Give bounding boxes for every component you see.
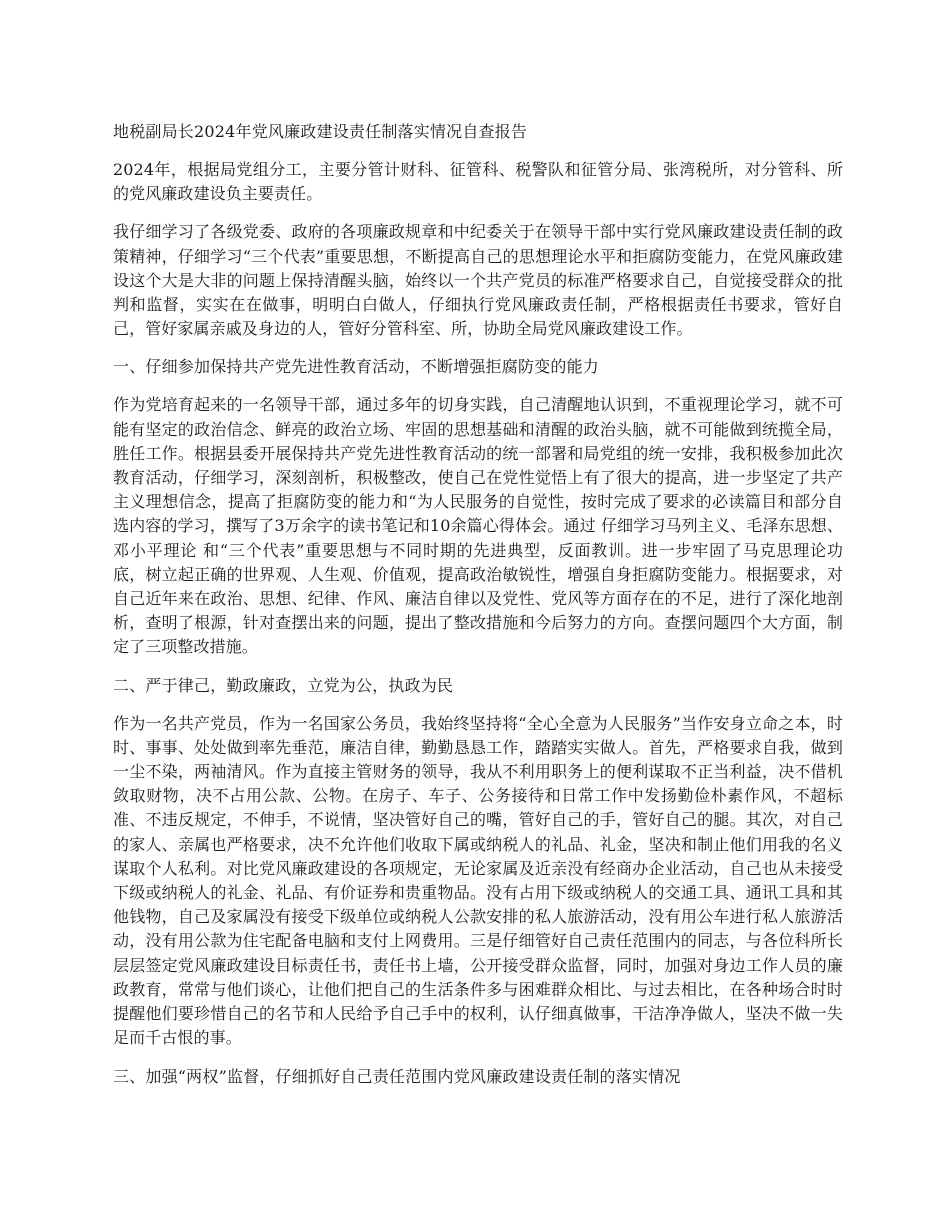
body-paragraph-2: 作为党培育起来的一名领导干部，通过多年的切身实践，自己清醒地认识到，不重视理论学习，就不可能有坚定的政治信念、鲜亮的政治立场、牢固的思想基础和清醒的政治头脑，就不可能做到统揽全局，胜任工作。根据县委开展保持共产党先进性教育活动的统一部署和局党组的统一安排，我积极参加此次教育活动，仔细学习，深刻剖析，积极整改，使自己在党性觉悟上有了很大的提高，进一步坚定了共产主义理想信念，提高了拒腐防变的能力和“为人民服务的自觉性，按时完成了要求的必读篇目和部分自选内容的学习，撰写了3万余字的读书笔记和10余篇心得体会。通过 仔细学习马列主义、毛泽东思想、邓小平理论 和“三个代表”重要思想与不同时期的先进典型，反面教训。进一步牢固了马克思理论功底，树立起正确的世界观、人生观、价值观，提高政治敏锐性，增强自身拒腐防变能力。根据要求，对自己近年来在政治、思想、纪律、作风、廉洁自律以及党性、党风等方面存在的不足，进行了深化地剖析，查明了根源，针对查摆出来的问题，提出了整改措施和今后努力的方向。查摆问题四个大方面，制定了三项整改措施。 <box>113 395 843 657</box>
body-paragraph-3: 作为一名共产党员，作为一名国家公务员，我始终坚持将“全心全意为人民服务”当作安身立命之本，时时、事事、处处做到率先垂范，廉洁自律，勤勤恳恳工作，踏踏实实做人。首先，严格要求自我，做到一尘不染，两袖清风。作为直接主管财务的领导，我从不利用职务上的便利谋取不正当利益，决不借机敛取财物，决不占用公款、公物。在房子、车子、公务接待和日常工作中发扬勤俭朴素作风，不超标准、不违反规定，不伸手，不说情，坚决管好自己的嘴，管好自己的手，管好自己的腿。其次，对自己的家人、亲属也严格要求，决不允许他们收取下属或纳税人的礼品、礼金，坚决和制止他们用我的名义谋取个人私利。对比党风廉政建设的各项规定，无论家属及近亲没有经商办企业活动，自己也从未接受下级或纳税人的礼金、礼品、有价证券和贵重物品。没有占用下级或纳税人的交通工具、通讯工具和其他钱物，自己及家属没有接受下级单位或纳税人公款安排的私人旅游活动，没有用公车进行私人旅游活动，没有用公款为住宅配备电脑和支付上网费用。三是仔细管好自己责任范围内的同志，与各位科所长层层签定党风廉政建设目标责任书，责任书上墙，公开接受群众监督，同时，加强对身边工作人员的廉政教育，常常与他们谈心，让他们把自己的生活条件多与困难群众相比、与过去相比，在各种场合时时提醒他们要珍惜自己的名节和人民给予自己手中的权利，认仔细真做事，干洁净净做人，坚决不做一失足而千古恨的事。 <box>113 713 843 1048</box>
intro-paragraph: 2024年，根据局党组分工，主要分管计财科、征管科、税警队和征管分局、张湾税所，对分管科、所的党风廉政建设负主要责任。 <box>113 160 843 204</box>
section-heading-3: 三、加强“两权”监督，仔细抓好自己责任范围内党风廉政建设责任制的落实情况 <box>113 1066 681 1086</box>
section-heading-2: 二、严于律己，勤政廉政，立党为公，执政为民 <box>113 675 454 695</box>
document-page <box>113 120 843 1103</box>
section-heading-1: 一、仔细参加保持共产党先进性教育活动，不断增强拒腐防变的能力 <box>113 357 600 377</box>
document-title: 地税副局长2024年党风廉政建设责任制落实情况自查报告 <box>113 122 528 141</box>
body-paragraph-1: 我仔细学习了各级党委、政府的各项廉政规章和中纪委关于在领导干部中实行党风廉政建设责任制的政策精神，仔细学习“三个代表”重要思想，不断提高自己的思想理论水平和拒腐防变能力，在党风廉政建设这个大是大非的问题上保持清醒头脑，始终以一个共产党员的标准严格要求自己，自觉接受群众的批判和监督，实实在在做事，明明白白做人，仔细执行党风廉政责任制，严格根据责任书要求，管好自己，管好家属亲戚及身边的人，管好分管科室、所，协助全局党风廉政建设工作。 <box>113 222 843 339</box>
